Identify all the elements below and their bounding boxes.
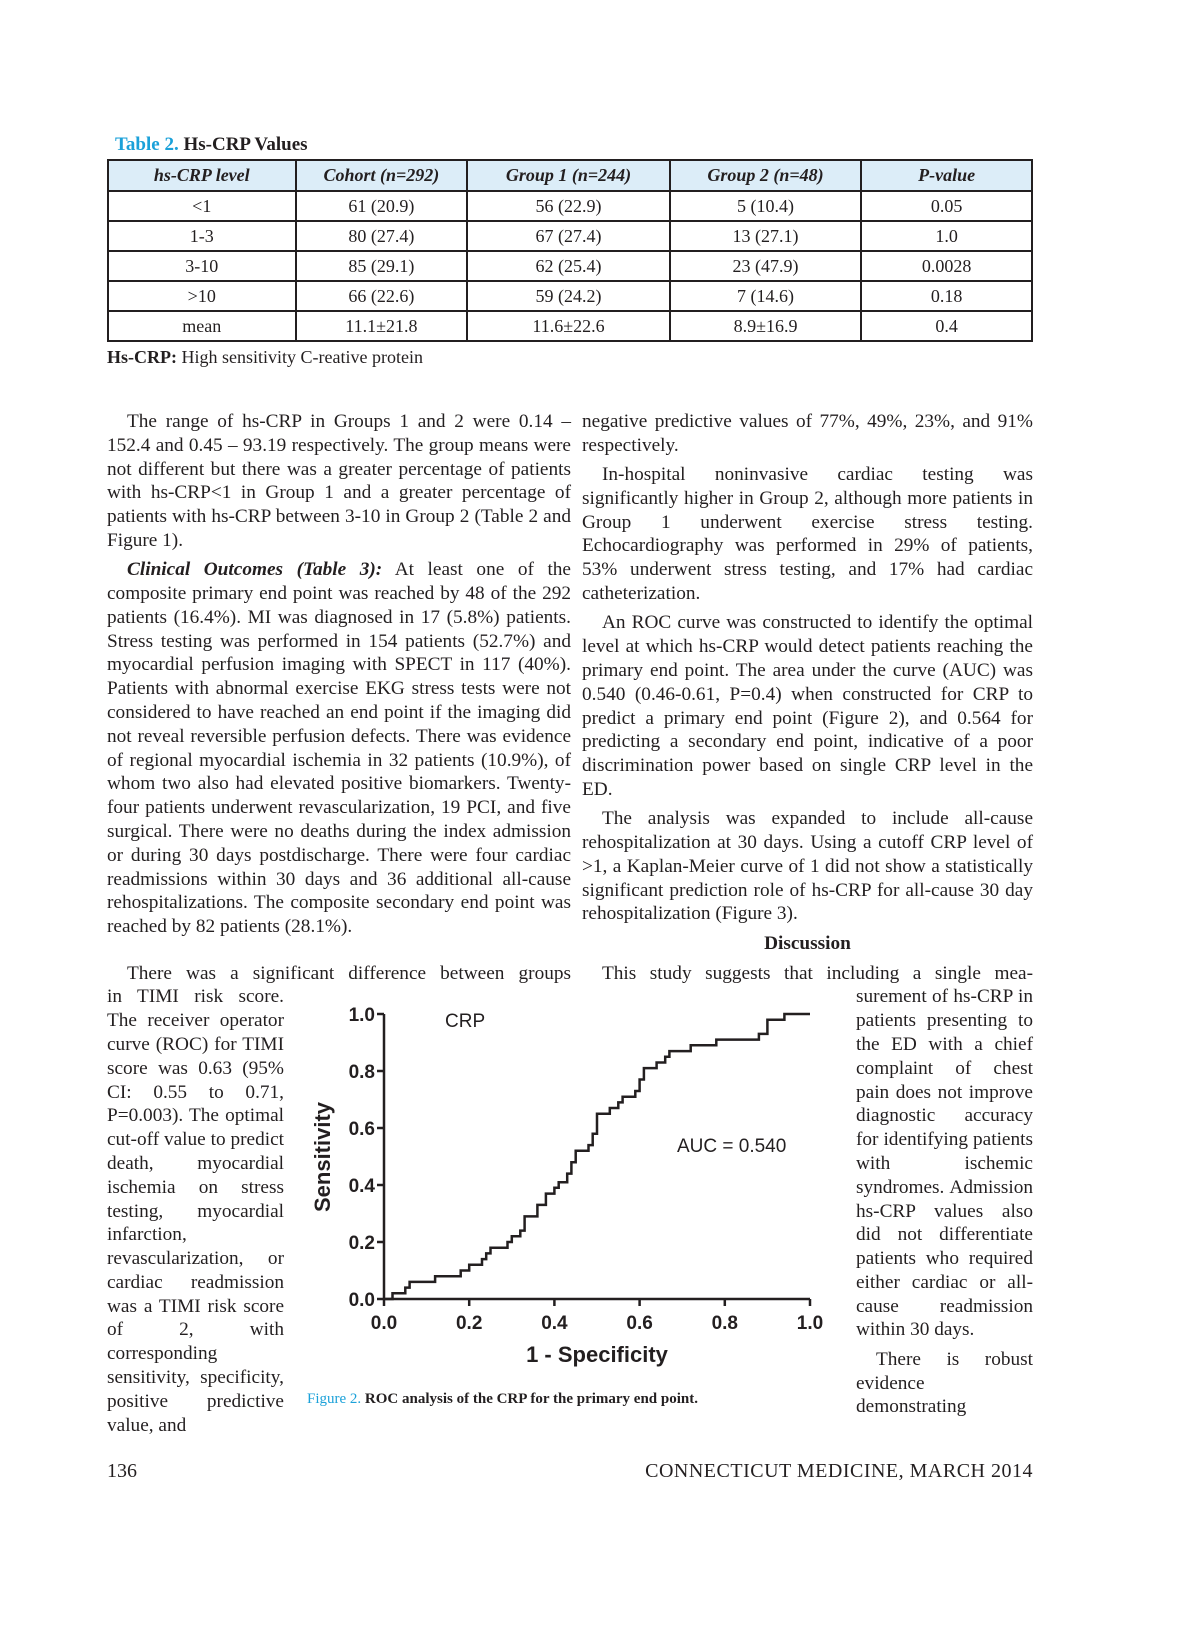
chart-title: CRP — [445, 1011, 486, 1033]
table-cell: 61 (20.9) — [296, 191, 468, 221]
header-cell: Cohort (n=292) — [296, 160, 468, 191]
table-row — [108, 311, 1032, 341]
y-tick-label: 1.0 — [348, 1005, 375, 1027]
x-axis-label: 1 - Specificity — [526, 1342, 668, 1368]
table-row — [108, 281, 1032, 311]
table-cell: 67 (27.4) — [467, 221, 670, 251]
table-title: Hs-CRP Values — [183, 134, 308, 155]
paragraph: In-hospital noninvasive cardiac testing was significantly higher in Group 2, although more patients in Group 1 underwent exercise stress testing. Echocardiography was performed in 29% of patients, 53% underwent stress testing, and 17% had cardiac catheterization. — [582, 464, 1033, 605]
paragraph: The analysis was expanded to include all-cause rehospitalization at 30 days. Using a cutoff CRP level of >1, a Kaplan-Meier curve of 1 did not show a statistically significant prediction role of hs-CRP for all-cause 30 day rehospitalization (Figure 3). — [582, 808, 1033, 925]
table-caption — [115, 134, 308, 156]
paragraph-line: This study suggests that including a single mea- — [602, 962, 1033, 984]
table-cell: >10 — [108, 281, 296, 311]
left-narrow-column — [107, 985, 284, 1443]
table-cell: 23 (47.9) — [670, 251, 862, 281]
table-cell: 11.1±21.8 — [296, 311, 468, 341]
paragraph: An ROC curve was constructed to identify the optimal level at which hs-CRP would detect patients reaching the primary end point. The area under the curve (AUC) was 0.540 (0.46-0.61, P=0.4) when constructed for CRP to predict a primary end point (Figure 2), and 0.564 for predicting a secondary end point, indicative of a poor discrimination power based on single CRP level in the ED. — [582, 612, 1033, 800]
table-cell: 0.05 — [861, 191, 1032, 221]
y-tick-label: 0.2 — [348, 1233, 375, 1255]
paragraph: negative predictive values of 77%, 49%, 23%, and 91% respectively. — [582, 411, 1033, 456]
table-cell: 11.6±22.6 — [467, 311, 670, 341]
table-cell: 7 (14.6) — [670, 281, 862, 311]
table-cell: 0.18 — [861, 281, 1032, 311]
paragraph-text: At least one of the composite primary end point was reached by 48 of the 292 patients (16.4%). MI was diagnosed in 17 (5.8%) patients. Stress testing was performed in 154 patients (52.7%) and myocardial perfusion imaging with SPECT in 117 (40%). Patients with abnormal exercise EKG stress tests were not considered to have reached an end point if the imaging did not reveal reversible perfusion defects. There was evidence of regional myocardial ischemia in 32 patients (10.9%), of whom two also had elevated positive biomarkers. Twenty-four patients underwent revascularization, 19 PCI, and five surgical. There were no deaths during the index admission or during 30 days postdischarge. There were four cardiac readmissions within 30 days and 36 additional all-cause rehospitalizations. The composite secondary end point was reached by 82 patients (28.1%). — [107, 559, 571, 938]
auc-annotation: AUC = 0.540 — [677, 1136, 787, 1158]
paragraph: There is robust evidence demonstrating — [856, 1348, 1033, 1418]
right-narrow-column — [856, 985, 1033, 1424]
paragraph: surement of hs-CRP in patients presenting to the ED with a chief complaint of chest pain does not improve diagnostic accuracy for identifying patients with ischemic syndromes. Admission hs-CRP values also did not differentiate patients who required either cardiac or all-cause readmission within 30 days. — [856, 986, 1033, 1341]
header-cell: hs-CRP level — [108, 160, 296, 191]
header-cell: P-value — [861, 160, 1032, 191]
table-cell: 0.4 — [861, 311, 1032, 341]
journal-footer: CONNECTICUT MEDICINE, MARCH 2014 — [645, 1459, 1033, 1482]
table-cell: 62 (25.4) — [467, 251, 670, 281]
header-cell: Group 1 (n=244) — [467, 160, 670, 191]
x-tick-label: 0.4 — [541, 1313, 568, 1335]
paragraph-line: There was a significant difference between groups — [127, 962, 571, 984]
hs-crp-table — [107, 159, 1033, 342]
paragraph: in TIMI risk score. The receiver operator curve (ROC) for TIMI score was 0.63 (95% CI: 0.55 to 0.71, P=0.003). The optimal cut-off value to predict death, myocardial ischemia on stress testing, myocardial infarction, revascularization, or cardiac readmission was a TIMI risk score of 2, with corresponding sensitivity, specificity, positive predictive value, and — [107, 986, 284, 1436]
paragraph-first-line — [582, 962, 1033, 986]
page-footer — [107, 1443, 1033, 1483]
wide-lines-row — [107, 962, 1033, 986]
table-row — [108, 191, 1032, 221]
figure-row — [107, 985, 1033, 1443]
table-cell: <1 — [108, 191, 296, 221]
table-label: Table 2. — [115, 134, 179, 155]
figure-caption-text: ROC analysis of the CRP for the primary end point. — [364, 1391, 698, 1408]
table-cell: mean — [108, 311, 296, 341]
paragraph-first-line — [107, 962, 571, 986]
y-tick-label: 0.0 — [348, 1290, 375, 1312]
page-number: 136 — [107, 1459, 137, 1482]
table-cell: 66 (22.6) — [296, 281, 468, 311]
table-cell: 0.0028 — [861, 251, 1032, 281]
two-column-text — [107, 410, 1033, 960]
roc-chart — [300, 985, 830, 1385]
left-column — [107, 410, 571, 945]
table-cell: 1.0 — [861, 221, 1032, 251]
x-tick-label: 0.6 — [626, 1313, 653, 1335]
table-cell: 8.9±16.9 — [670, 311, 862, 341]
x-tick-label: 0.8 — [711, 1313, 739, 1335]
header-cell: Group 2 (n=48) — [670, 160, 862, 191]
figure-caption — [300, 1391, 830, 1408]
table-cell: 85 (29.1) — [296, 251, 468, 281]
table-cell: 59 (24.2) — [467, 281, 670, 311]
paragraph — [107, 558, 571, 939]
x-tick-label: 1.0 — [796, 1313, 824, 1335]
figure-label: Figure 2. — [307, 1391, 362, 1408]
table-cell: 80 (27.4) — [296, 221, 468, 251]
x-tick-label: 0.2 — [455, 1313, 483, 1335]
y-tick-label: 0.8 — [348, 1062, 375, 1084]
right-column — [582, 410, 1033, 960]
table-note-label: Hs-CRP: — [107, 347, 177, 367]
table-cell: 56 (22.9) — [467, 191, 670, 221]
table-cell: 1-3 — [108, 221, 296, 251]
y-axis-label: Sensitivity — [310, 1102, 335, 1213]
section-lead: Clinical Outcomes (Table 3): — [127, 559, 383, 581]
x-tick-label: 0.0 — [370, 1313, 398, 1335]
table-row — [108, 221, 1032, 251]
figure — [300, 985, 830, 1408]
table-note — [107, 347, 423, 368]
paragraph: The range of hs-CRP in Groups 1 and 2 were 0.14 – 152.4 and 0.45 – 93.19 respectively. The group means were not different but there was a greater percentage of patients with hs-CRP<1 in Group 1 and a greater percentage of patients with hs-CRP between 3-10 in Group 2 (Table 2 and Figure 1). — [107, 411, 571, 551]
table-cell: 5 (10.4) — [670, 191, 862, 221]
section-heading: Discussion — [764, 932, 851, 954]
y-tick-label: 0.4 — [348, 1176, 375, 1198]
table-note-text: High sensitivity C-reative protein — [177, 347, 423, 367]
table-cell: 3-10 — [108, 251, 296, 281]
y-tick-label: 0.6 — [348, 1119, 375, 1141]
table-cell: 13 (27.1) — [670, 221, 862, 251]
table-row — [108, 251, 1032, 281]
article-body — [107, 410, 1033, 1483]
